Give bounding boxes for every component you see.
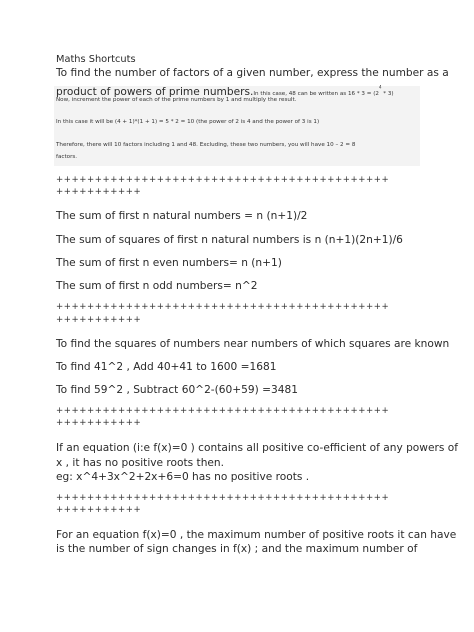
sum-natural-formula: The sum of first n natural numbers = n (n+1)/2 — [56, 210, 308, 222]
separator-line: +++++++++++++++++++++++++++++++++++++++++++ — [56, 302, 390, 312]
case-line: In this case it will be (4 + 1)*(1 + 1) = 5 * 2 = 10 (the power of 2 is 4 and the power of 3 is 1) — [56, 119, 320, 125]
find-41-example: To find 41^2 , Add 40+41 to 1600 =1681 — [56, 361, 277, 373]
equation-rule-line-1: If an equation (i:e f(x)=0 ) contains all positive co-efficient of any powers of — [56, 442, 458, 454]
roots-rule-line-1: For an equation f(x)=0 , the maximum number of positive roots it can have — [56, 529, 457, 541]
separator-line-tail: +++++++++++ — [56, 315, 142, 325]
separator-line: +++++++++++++++++++++++++++++++++++++++++++ — [56, 406, 390, 416]
equation-rule-example: eg: x^4+3x^2+2x+6=0 has no positive roots . — [56, 471, 310, 483]
sum-odd-formula: The sum of first n odd numbers= n^2 — [56, 280, 258, 292]
factors-example-end: * 3) — [381, 91, 394, 97]
factors-intro-text: product of powers of prime numbers. — [56, 86, 254, 98]
find-59-example: To find 59^2 , Subtract 60^2-(60+59) =3481 — [56, 384, 298, 396]
squares-intro: To find the squares of numbers near numbers of which squares are known — [56, 338, 450, 350]
separator-line: +++++++++++++++++++++++++++++++++++++++++++ — [56, 493, 390, 503]
therefore-line-1: Therefore, there will 10 factors including 1 and 48. Excluding, these two numbers, you will have 10 – 2 = 8 — [56, 142, 356, 148]
separator-line-tail: +++++++++++ — [56, 418, 142, 428]
sum-even-formula: The sum of first n even numbers= n (n+1) — [56, 257, 282, 269]
doc-title: Maths Shortcuts — [56, 54, 136, 65]
sum-squares-formula: The sum of squares of first n natural numbers is n (n+1)(2n+1)/6 — [56, 234, 403, 246]
therefore-line-2: factors. — [56, 154, 78, 160]
separator-line: +++++++++++++++++++++++++++++++++++++++++++ — [56, 175, 390, 185]
separator-line-tail: +++++++++++ — [56, 505, 142, 515]
equation-rule-line-2: x , it has no positive roots then. — [56, 457, 225, 469]
increment-line: Now, increment the power of each of the prime numbers by 1 and multiply the result. — [56, 97, 297, 103]
exponent: 4 — [378, 84, 382, 90]
separator-line-tail: +++++++++++ — [56, 187, 142, 197]
factors-example-text: In this case, 48 can be written as 16 * 3 = (2 — [253, 91, 379, 97]
factors-intro-line-1: To find the number of factors of a given number, express the number as a — [56, 67, 449, 79]
roots-rule-line-2: is the number of sign changes in f(x) ; and the maximum number of — [56, 543, 418, 555]
